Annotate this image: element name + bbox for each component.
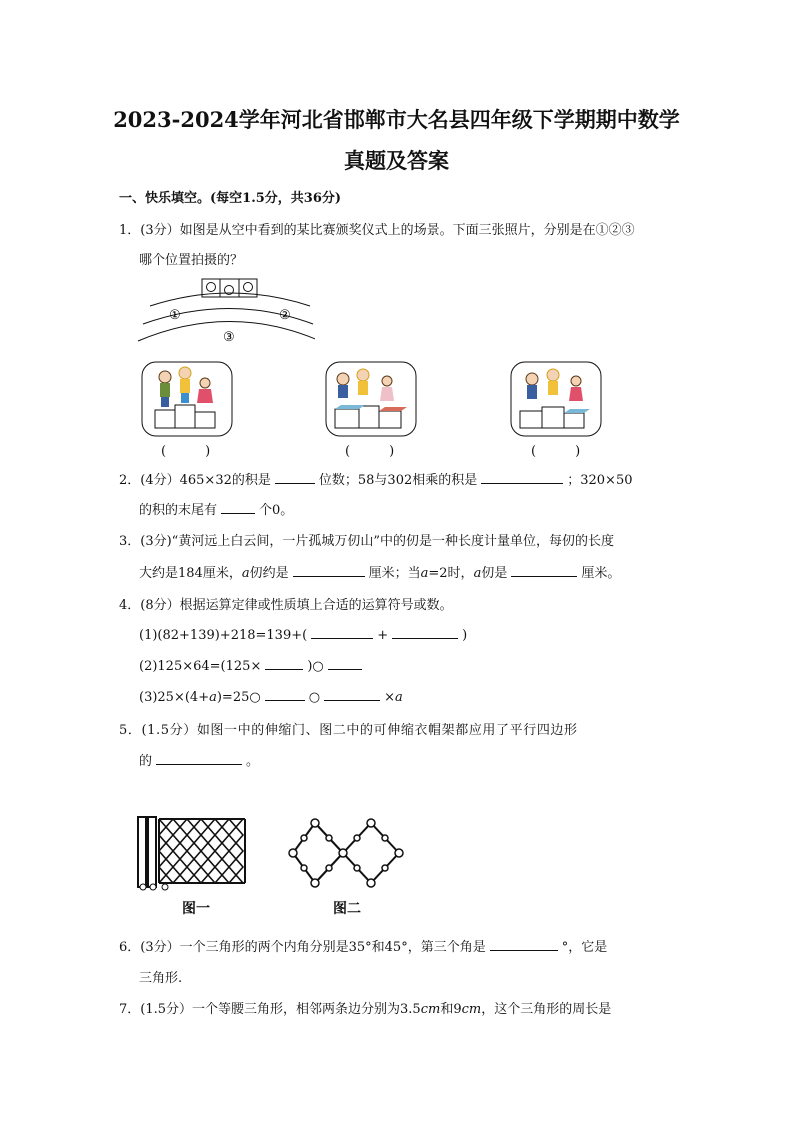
q4-1-blank-a[interactable] <box>311 626 373 639</box>
q6-line1: 6．(3分）一个三角形的两个内角分别是35°和45°，第三个角是 °，它是 <box>119 940 608 955</box>
q5-blank[interactable] <box>156 752 242 765</box>
q4-part2: (2)125×64=(125× )○ <box>139 657 366 674</box>
q4-2-blank-b[interactable] <box>328 657 362 670</box>
q6-blank-angle[interactable] <box>490 938 558 951</box>
q2-blank-digits[interactable] <box>275 471 315 484</box>
q3-blank-expression[interactable] <box>293 564 365 577</box>
page-subtitle: 真题及答案 <box>344 148 449 173</box>
q4-part3: (3)25×(4+a)=25○ ○ ×a <box>139 690 403 705</box>
q5-line2: 的 。 <box>139 754 260 769</box>
q5-line1: 5．(1.5分）如图一中的伸缩门、图二中的可伸缩衣帽架都应用了平行四边形 <box>119 723 578 738</box>
retractable-gate-figure <box>135 813 255 893</box>
q2-line2: 的积的末尾有 个0。 <box>139 503 294 518</box>
q2-blank-product[interactable] <box>481 471 563 484</box>
position-label-1: ① <box>169 308 181 323</box>
coat-rack-figure <box>285 813 410 891</box>
figure-2-caption: 图二 <box>333 901 361 917</box>
q3-line1: 3．(3分)“黄河远上白云间，一片孤城万仞山”中的仞是一种长度计量单位，每仞的长度 <box>119 534 614 549</box>
q4-2-blank-a[interactable] <box>265 657 303 670</box>
q4-heading: 4．(8分）根据运算定律或性质填上合适的运算符号或数。 <box>119 598 453 613</box>
q3-line2: 大约是184厘米，a仞约是 厘米；当a=2时，a仞是 厘米。 <box>139 566 621 581</box>
section-heading: 一、快乐填空。(每空1.5分，共36分) <box>119 191 342 206</box>
q6-line2: 三角形. <box>139 971 183 986</box>
q3-blank-value[interactable] <box>511 564 577 577</box>
position-label-2: ② <box>279 308 291 323</box>
photo-2 <box>325 361 417 437</box>
page-title: 2023-2024学年河北省邯郸市大名县四年级下学期期中数学 <box>113 107 680 132</box>
position-label-3: ③ <box>223 330 235 345</box>
q2-blank-zeros[interactable] <box>221 501 255 514</box>
q1-line2: 哪个位置拍摄的？ <box>139 253 244 268</box>
q4-3-blank-b[interactable] <box>324 688 380 701</box>
photo-2-answer-blank[interactable]: ( ) <box>345 444 395 459</box>
podium-top-view-diagram <box>135 275 315 350</box>
q7-line1: 7．(1.5分）一个等腰三角形，相邻两条边分别为3.5cm和9cm，这个三角形的周长是 <box>119 1002 612 1017</box>
photo-1 <box>141 361 233 437</box>
photo-3 <box>510 361 602 437</box>
q2-line1: 2．(4分）465×32的积是 位数；58与302相乘的积是 ；320×50 <box>119 473 633 488</box>
photo-1-answer-blank[interactable]: ( ) <box>161 444 211 459</box>
q4-part1: (1)(82+139)+218=139+( + ) <box>139 628 468 643</box>
q4-3-blank-a[interactable] <box>265 688 305 701</box>
figure-1-caption: 图一 <box>182 901 210 917</box>
q4-1-blank-b[interactable] <box>392 626 458 639</box>
photo-3-answer-blank[interactable]: ( ) <box>531 444 581 459</box>
q1-line1: 1．(3分）如图是从空中看到的某比赛颁奖仪式上的场景。下面三张照片，分别是在①②③ <box>119 223 635 238</box>
